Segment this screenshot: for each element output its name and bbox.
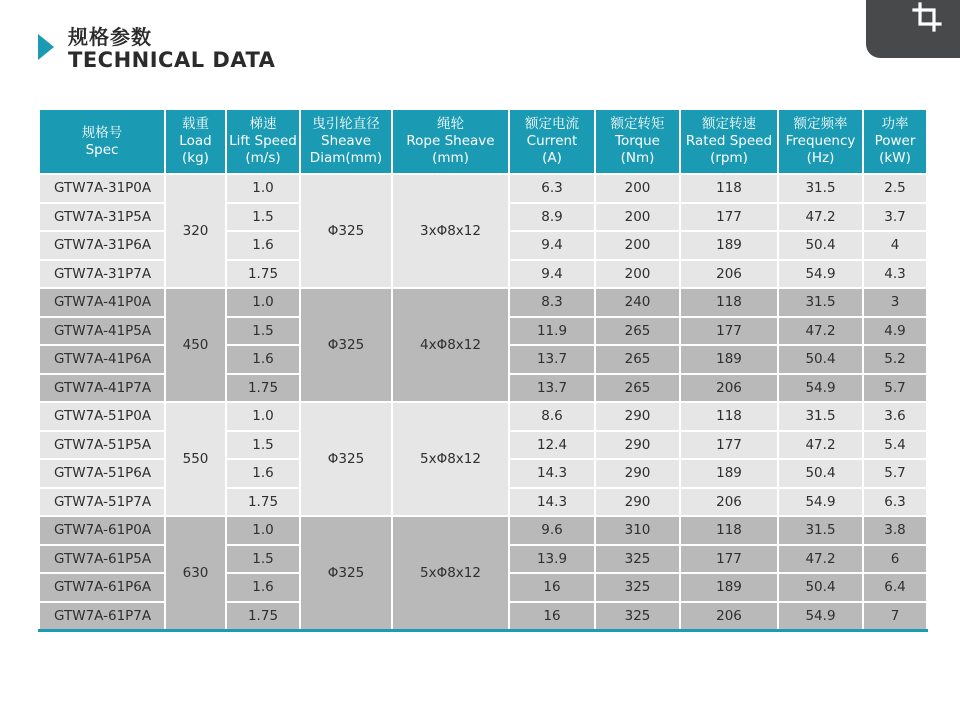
frequency-cell: 47.2 bbox=[778, 431, 863, 460]
page-title-en: TECHNICAL DATA bbox=[68, 48, 276, 72]
power-cell: 3.6 bbox=[863, 402, 927, 431]
current-cell: 11.9 bbox=[509, 317, 595, 346]
column-header-en: Rope Sheave bbox=[406, 133, 495, 149]
column-header-unit: (Nm) bbox=[620, 150, 655, 166]
rated-speed-cell: 177 bbox=[680, 203, 778, 232]
spec-cell: GTW7A-51P6A bbox=[39, 459, 165, 488]
rated-speed-cell: 189 bbox=[680, 345, 778, 374]
power-cell: 5.7 bbox=[863, 459, 927, 488]
column-header-unit: (m/s) bbox=[245, 150, 281, 166]
table-row bbox=[39, 402, 927, 431]
rated-speed-cell: 206 bbox=[680, 374, 778, 403]
power-cell: 3 bbox=[863, 288, 927, 317]
torque-cell: 310 bbox=[595, 516, 680, 545]
frequency-cell: 31.5 bbox=[778, 402, 863, 431]
column-header-cn: 额定转速 bbox=[702, 116, 756, 132]
column-header bbox=[392, 110, 509, 174]
speed-cell: 1.75 bbox=[226, 374, 300, 403]
current-cell: 8.6 bbox=[509, 402, 595, 431]
torque-cell: 290 bbox=[595, 459, 680, 488]
column-header-cn: 绳轮 bbox=[437, 116, 464, 132]
frequency-cell: 31.5 bbox=[778, 516, 863, 545]
speed-cell: 1.5 bbox=[226, 431, 300, 460]
column-header-cn: 曳引轮直径 bbox=[312, 116, 380, 132]
current-cell: 16 bbox=[509, 573, 595, 602]
current-cell: 13.7 bbox=[509, 374, 595, 403]
speed-cell: 1.0 bbox=[226, 288, 300, 317]
column-header bbox=[680, 110, 778, 174]
rated-speed-cell: 177 bbox=[680, 317, 778, 346]
power-cell: 5.7 bbox=[863, 374, 927, 403]
column-header bbox=[300, 110, 392, 174]
power-cell: 5.2 bbox=[863, 345, 927, 374]
torque-cell: 325 bbox=[595, 602, 680, 631]
speed-cell: 1.0 bbox=[226, 174, 300, 203]
current-cell: 14.3 bbox=[509, 459, 595, 488]
frequency-cell: 54.9 bbox=[778, 602, 863, 631]
rated-speed-cell: 118 bbox=[680, 402, 778, 431]
torque-cell: 290 bbox=[595, 431, 680, 460]
column-header-en: Torque bbox=[615, 133, 660, 149]
frequency-cell: 50.4 bbox=[778, 231, 863, 260]
frequency-cell: 47.2 bbox=[778, 545, 863, 574]
title-marker-icon bbox=[38, 34, 54, 60]
current-cell: 9.4 bbox=[509, 231, 595, 260]
rated-speed-cell: 118 bbox=[680, 288, 778, 317]
current-cell: 12.4 bbox=[509, 431, 595, 460]
spec-cell: GTW7A-41P0A bbox=[39, 288, 165, 317]
column-header-unit: (A) bbox=[542, 150, 562, 166]
column-header bbox=[595, 110, 680, 174]
speed-cell: 1.6 bbox=[226, 231, 300, 260]
column-header bbox=[863, 110, 927, 174]
rated-speed-cell: 189 bbox=[680, 573, 778, 602]
speed-cell: 1.0 bbox=[226, 402, 300, 431]
rope-sheave-cell: 4xΦ8x12 bbox=[392, 288, 509, 402]
torque-cell: 325 bbox=[595, 573, 680, 602]
speed-cell: 1.5 bbox=[226, 203, 300, 232]
spec-cell: GTW7A-41P6A bbox=[39, 345, 165, 374]
speed-cell: 1.6 bbox=[226, 459, 300, 488]
frequency-cell: 50.4 bbox=[778, 345, 863, 374]
column-header-en: Frequency bbox=[785, 133, 856, 149]
column-header-unit: (rpm) bbox=[710, 150, 748, 166]
power-cell: 2.5 bbox=[863, 174, 927, 203]
power-cell: 4.9 bbox=[863, 317, 927, 346]
torque-cell: 325 bbox=[595, 545, 680, 574]
rated-speed-cell: 118 bbox=[680, 174, 778, 203]
column-header-en: Load bbox=[179, 133, 212, 149]
power-cell: 6.4 bbox=[863, 573, 927, 602]
rated-speed-cell: 206 bbox=[680, 488, 778, 517]
spec-cell: GTW7A-51P7A bbox=[39, 488, 165, 517]
spec-cell: GTW7A-31P6A bbox=[39, 231, 165, 260]
sheave-cell: Φ325 bbox=[300, 516, 392, 631]
speed-cell: 1.6 bbox=[226, 345, 300, 374]
frequency-cell: 50.4 bbox=[778, 573, 863, 602]
frequency-cell: 31.5 bbox=[778, 174, 863, 203]
frequency-cell: 54.9 bbox=[778, 488, 863, 517]
frequency-cell: 54.9 bbox=[778, 260, 863, 289]
column-header-en: Sheave bbox=[321, 133, 371, 149]
table-header-row bbox=[39, 110, 927, 174]
power-cell: 7 bbox=[863, 602, 927, 631]
torque-cell: 200 bbox=[595, 174, 680, 203]
column-header-en: Lift Speed bbox=[229, 133, 297, 149]
rated-speed-cell: 189 bbox=[680, 459, 778, 488]
power-cell: 6 bbox=[863, 545, 927, 574]
crop-button[interactable] bbox=[866, 0, 960, 58]
spec-cell: GTW7A-61P0A bbox=[39, 516, 165, 545]
torque-cell: 200 bbox=[595, 203, 680, 232]
column-header-en: Spec bbox=[85, 141, 119, 158]
sheave-cell: Φ325 bbox=[300, 402, 392, 516]
power-cell: 3.8 bbox=[863, 516, 927, 545]
column-header-unit: (kW) bbox=[879, 150, 911, 166]
speed-cell: 1.5 bbox=[226, 317, 300, 346]
rated-speed-cell: 206 bbox=[680, 260, 778, 289]
column-header-unit: (kg) bbox=[182, 150, 209, 166]
power-cell: 4.3 bbox=[863, 260, 927, 289]
torque-cell: 265 bbox=[595, 317, 680, 346]
spec-cell: GTW7A-31P7A bbox=[39, 260, 165, 289]
speed-cell: 1.75 bbox=[226, 260, 300, 289]
page-title-cn: 规格参数 bbox=[68, 25, 152, 49]
spec-cell: GTW7A-41P7A bbox=[39, 374, 165, 403]
column-header-cn: 额定频率 bbox=[793, 116, 848, 132]
torque-cell: 290 bbox=[595, 488, 680, 517]
torque-cell: 240 bbox=[595, 288, 680, 317]
current-cell: 14.3 bbox=[509, 488, 595, 517]
power-cell: 4 bbox=[863, 231, 927, 260]
table-row bbox=[39, 288, 927, 317]
rated-speed-cell: 189 bbox=[680, 231, 778, 260]
column-header-cn: 规格号 bbox=[81, 124, 123, 141]
power-cell: 3.7 bbox=[863, 203, 927, 232]
column-header-en: Current bbox=[526, 133, 578, 149]
spec-cell: GTW7A-61P5A bbox=[39, 545, 165, 574]
technical-data-table bbox=[38, 110, 928, 632]
table-row bbox=[39, 516, 927, 545]
table-row bbox=[39, 174, 927, 203]
current-cell: 8.9 bbox=[509, 203, 595, 232]
speed-cell: 1.6 bbox=[226, 573, 300, 602]
column-header-en: Power bbox=[874, 133, 916, 149]
spec-cell: GTW7A-41P5A bbox=[39, 317, 165, 346]
frequency-cell: 31.5 bbox=[778, 288, 863, 317]
rope-sheave-cell: 3xΦ8x12 bbox=[392, 174, 509, 288]
rope-sheave-cell: 5xΦ8x12 bbox=[392, 402, 509, 516]
column-header-cn: 额定转矩 bbox=[610, 116, 665, 132]
column-header bbox=[226, 110, 300, 174]
column-header-cn: 梯速 bbox=[249, 116, 277, 132]
current-cell: 16 bbox=[509, 602, 595, 631]
speed-cell: 1.0 bbox=[226, 516, 300, 545]
spec-cell: GTW7A-61P7A bbox=[39, 602, 165, 631]
power-cell: 5.4 bbox=[863, 431, 927, 460]
current-cell: 9.6 bbox=[509, 516, 595, 545]
rated-speed-cell: 206 bbox=[680, 602, 778, 631]
rope-sheave-cell: 5xΦ8x12 bbox=[392, 516, 509, 631]
frequency-cell: 47.2 bbox=[778, 203, 863, 232]
power-cell: 6.3 bbox=[863, 488, 927, 517]
column-header-unit: (mm) bbox=[432, 150, 469, 166]
speed-cell: 1.75 bbox=[226, 488, 300, 517]
load-cell: 630 bbox=[165, 516, 226, 631]
spec-cell: GTW7A-51P0A bbox=[39, 402, 165, 431]
current-cell: 13.7 bbox=[509, 345, 595, 374]
current-cell: 6.3 bbox=[509, 174, 595, 203]
column-header bbox=[39, 110, 165, 174]
spec-cell: GTW7A-51P5A bbox=[39, 431, 165, 460]
frequency-cell: 50.4 bbox=[778, 459, 863, 488]
sheave-cell: Φ325 bbox=[300, 174, 392, 288]
rated-speed-cell: 177 bbox=[680, 545, 778, 574]
torque-cell: 290 bbox=[595, 402, 680, 431]
column-header-cn: 额定电流 bbox=[525, 116, 579, 132]
spec-cell: GTW7A-61P6A bbox=[39, 573, 165, 602]
crop-icon bbox=[912, 2, 942, 32]
column-header bbox=[165, 110, 226, 174]
current-cell: 9.4 bbox=[509, 260, 595, 289]
spec-cell: GTW7A-31P5A bbox=[39, 203, 165, 232]
torque-cell: 265 bbox=[595, 374, 680, 403]
frequency-cell: 54.9 bbox=[778, 374, 863, 403]
sheave-cell: Φ325 bbox=[300, 288, 392, 402]
torque-cell: 200 bbox=[595, 231, 680, 260]
column-header-cn: 载重 bbox=[182, 116, 209, 132]
load-cell: 320 bbox=[165, 174, 226, 288]
torque-cell: 265 bbox=[595, 345, 680, 374]
load-cell: 550 bbox=[165, 402, 226, 516]
column-header-en: Rated Speed bbox=[685, 133, 773, 149]
current-cell: 8.3 bbox=[509, 288, 595, 317]
current-cell: 13.9 bbox=[509, 545, 595, 574]
rated-speed-cell: 177 bbox=[680, 431, 778, 460]
load-cell: 450 bbox=[165, 288, 226, 402]
frequency-cell: 47.2 bbox=[778, 317, 863, 346]
column-header-unit: Diam(mm) bbox=[309, 150, 383, 166]
column-header-unit: (Hz) bbox=[806, 150, 835, 166]
column-header-cn: 功率 bbox=[881, 116, 909, 132]
speed-cell: 1.5 bbox=[226, 545, 300, 574]
rated-speed-cell: 118 bbox=[680, 516, 778, 545]
column-header bbox=[778, 110, 863, 174]
spec-cell: GTW7A-31P0A bbox=[39, 174, 165, 203]
speed-cell: 1.75 bbox=[226, 602, 300, 631]
column-header bbox=[509, 110, 595, 174]
torque-cell: 200 bbox=[595, 260, 680, 289]
